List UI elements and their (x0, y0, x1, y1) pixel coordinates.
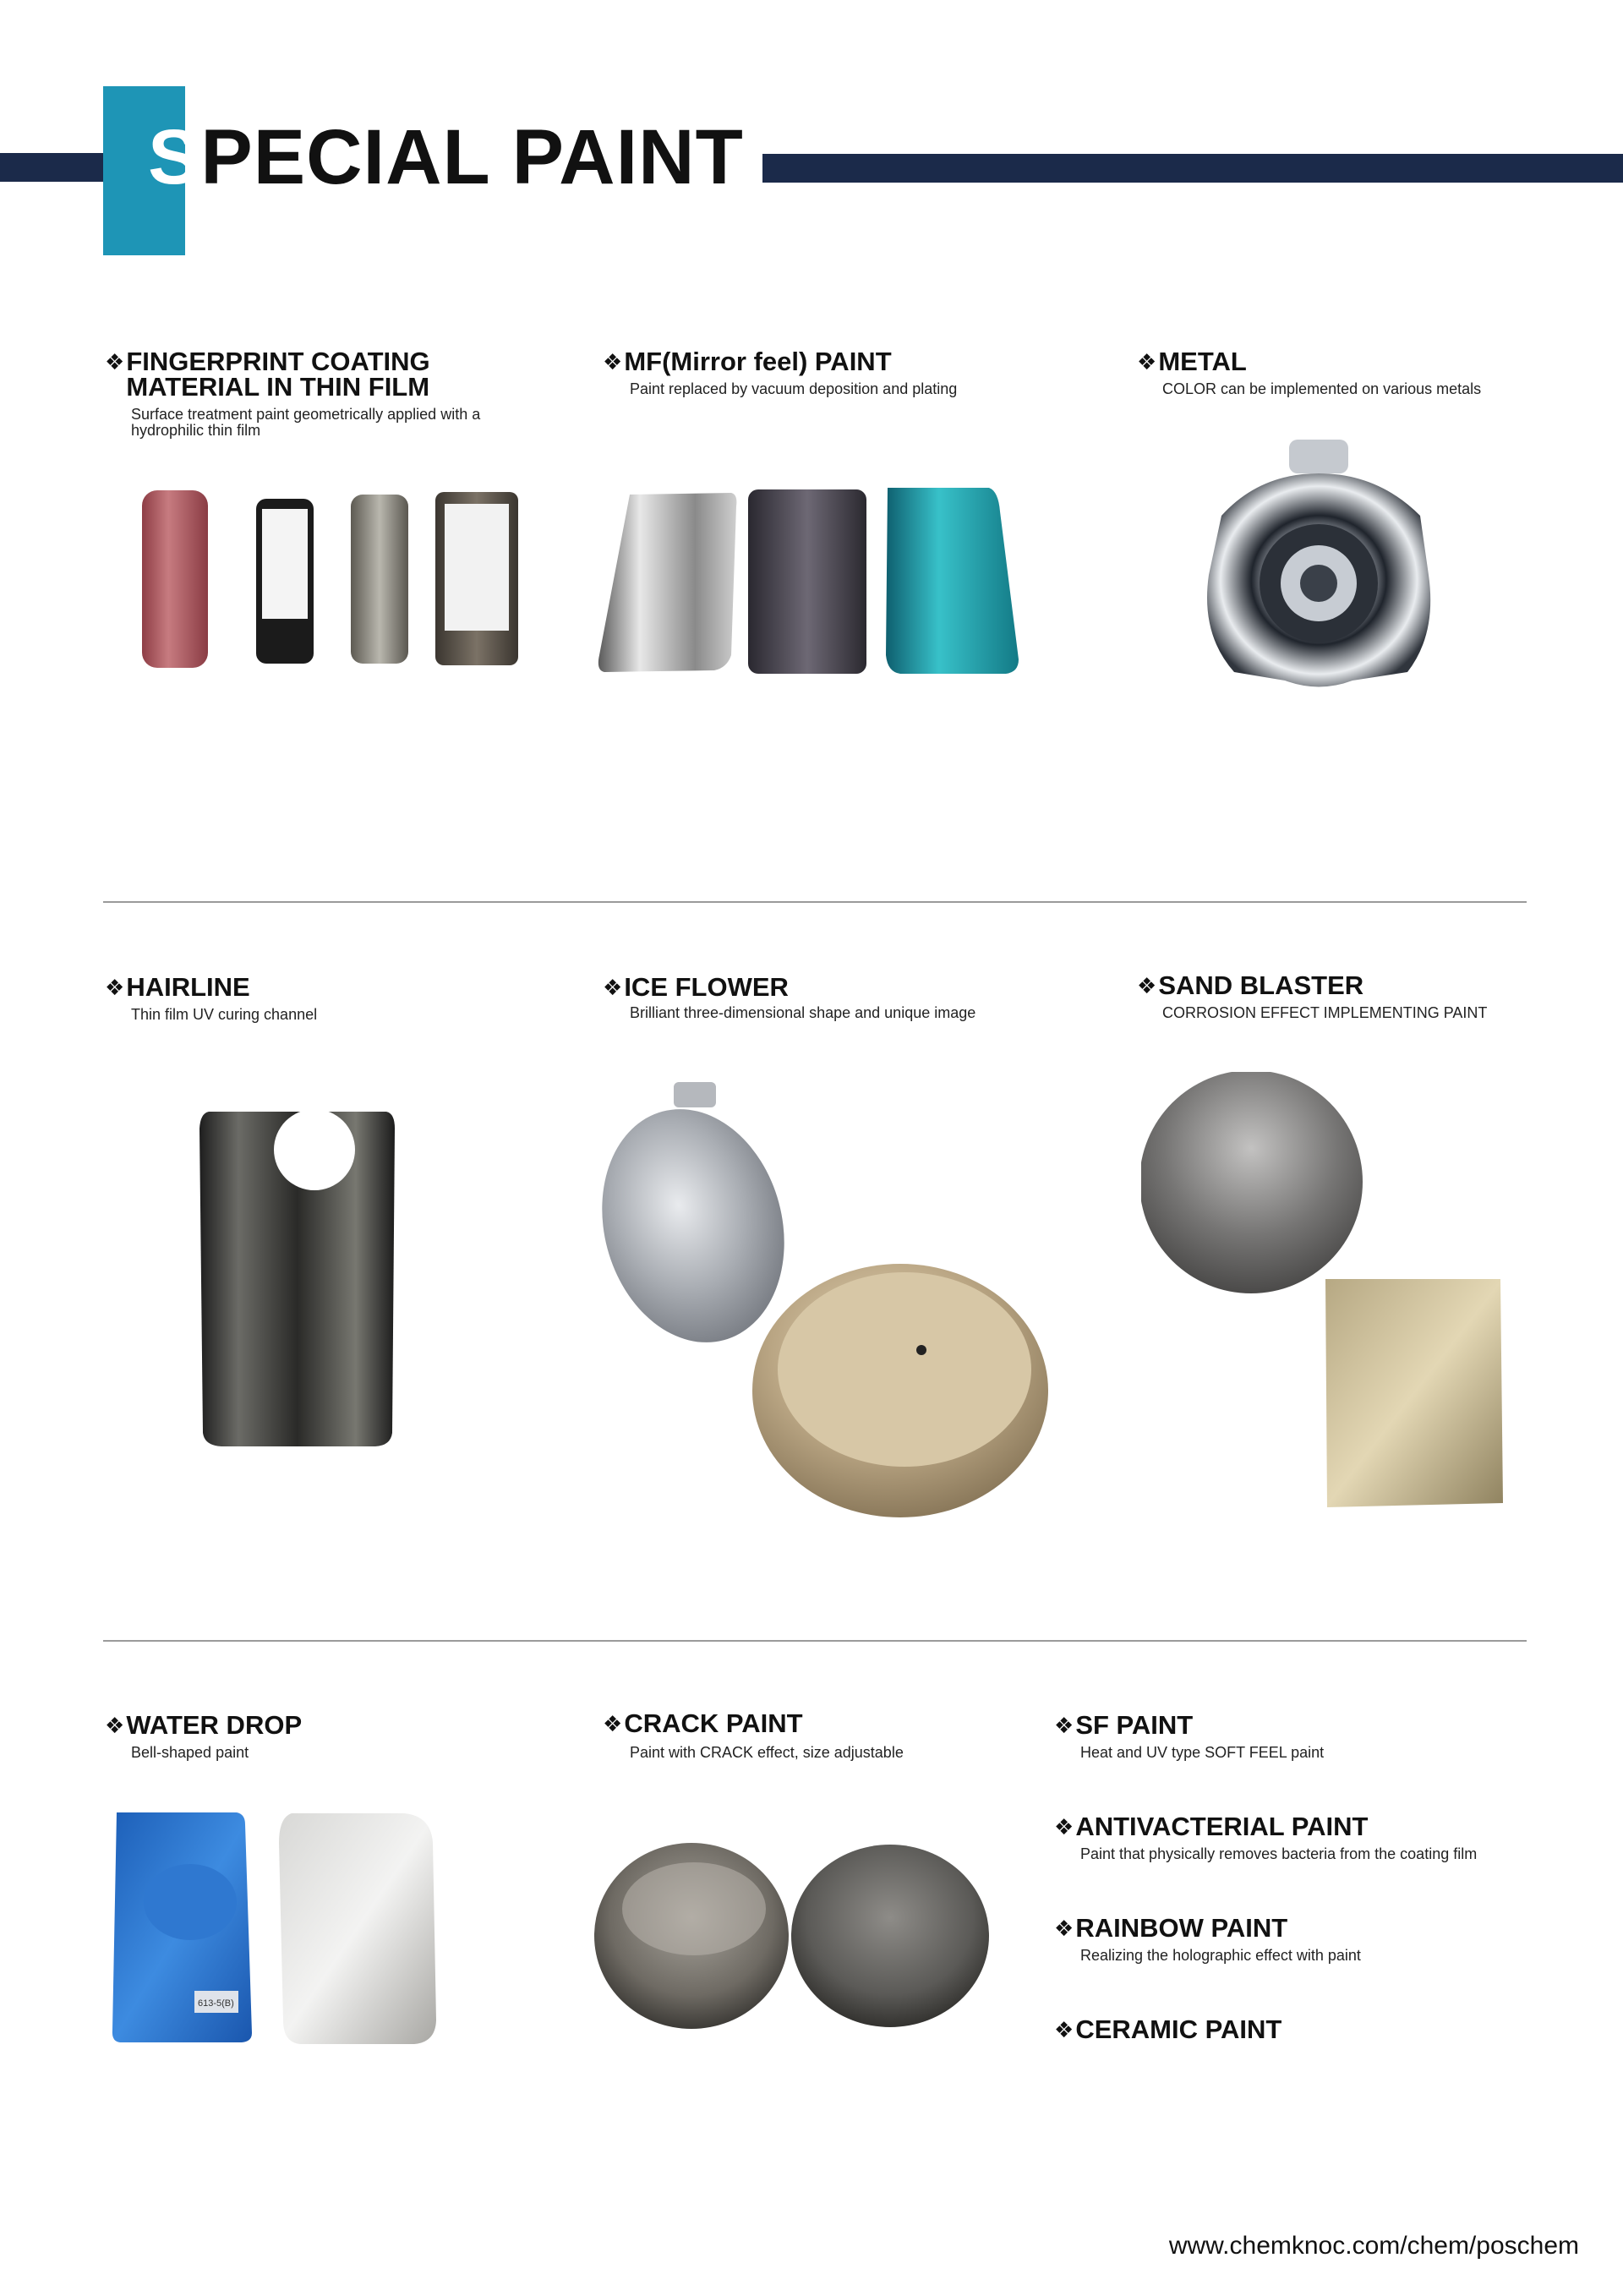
page-title-rest: PECIAL PAINT (200, 114, 744, 200)
section-desc-sand-blaster: CORROSION EFFECT IMPLEMENTING PAINT (1162, 1004, 1488, 1021)
diamond-bullet-icon: ❖ (1054, 2017, 1074, 2042)
section-desc-fingerprint: Surface treatment paint geometrically applied with a hydrophilic thin film (131, 406, 481, 439)
section-title-hairline: ❖ HAIRLINE (105, 972, 250, 1002)
section-title-ice-flower: ❖ ICE FLOWER (603, 972, 789, 1002)
sample-label: 613-5(B) (198, 1998, 234, 2009)
section-desc-water-drop: Bell-shaped paint (131, 1744, 249, 1761)
section-title-crack: ❖ CRACK PAINT (603, 1708, 803, 1738)
diamond-bullet-icon: ❖ (1054, 1916, 1074, 1941)
section-desc-metal: COLOR can be implemented on various metals (1162, 380, 1482, 397)
section-desc-ice-flower: Brilliant three-dimensional shape and unique image (630, 1004, 976, 1021)
diamond-bullet-icon: ❖ (105, 349, 125, 374)
section-desc-sf: Heat and UV type SOFT FEEL paint (1080, 1744, 1325, 1761)
metal-part-image (1183, 440, 1454, 693)
section-title-rainbow: ❖ RAINBOW PAINT (1054, 1913, 1288, 1943)
page-title (148, 114, 744, 200)
mf-phones-image (596, 486, 1027, 676)
section-title-water-drop: ❖ WATER DROP (105, 1710, 303, 1740)
section-divider (103, 1640, 1527, 1642)
section-title-ceramic: ❖ CERAMIC PAINT (1054, 2014, 1282, 2044)
diamond-bullet-icon: ❖ (1137, 349, 1157, 374)
diamond-bullet-icon: ❖ (603, 349, 623, 374)
diamond-bullet-icon: ❖ (1137, 973, 1157, 998)
section-desc-antivacterial: Paint that physically removes bacteria from the coating film (1080, 1845, 1478, 1862)
fingerprint-phones-image (135, 482, 524, 672)
section-desc-mf: Paint replaced by vacuum deposition and plating (630, 380, 958, 397)
sand-blaster-products-image (1141, 1072, 1513, 1512)
section-desc-crack: Paint with CRACK effect, size adjustable (630, 1744, 904, 1761)
diamond-bullet-icon: ❖ (105, 1713, 125, 1738)
diamond-bullet-icon: ❖ (603, 975, 623, 1000)
diamond-bullet-icon: ❖ (603, 1711, 623, 1736)
diamond-bullet-icon: ❖ (105, 975, 125, 1000)
section-title-fingerprint: ❖ FINGERPRINT COATING MATERIAL IN THIN FILM (105, 347, 430, 402)
section-desc-rainbow: Realizing the holographic effect with paint (1080, 1947, 1361, 1964)
hairline-cover-image (196, 1103, 399, 1450)
diamond-bullet-icon: ❖ (1054, 1814, 1074, 1840)
diamond-bullet-icon: ❖ (1054, 1713, 1074, 1738)
section-title-metal: ❖ METAL (1137, 347, 1247, 376)
section-title-sf: ❖ SF PAINT (1054, 1710, 1194, 1740)
section-title-antivacterial: ❖ ANTIVACTERIAL PAINT (1054, 1812, 1369, 1841)
section-title-mf: ❖ MF(Mirror feel) PAINT (603, 347, 892, 376)
header-line-left (0, 153, 114, 182)
section-desc-hairline: Thin film UV curing channel (131, 1006, 318, 1023)
footer-url: www.chemknoc.com/chem/poschem (1168, 2232, 1579, 2260)
header-line-right (762, 154, 1623, 183)
crack-paint-samples-image (590, 1841, 996, 2044)
section-title-sand-blaster: ❖ SAND BLASTER (1137, 970, 1364, 1000)
water-drop-samples-image (110, 1809, 448, 2046)
ice-flower-products-image (596, 1078, 1069, 1526)
page-title-initial: S (148, 114, 201, 200)
section-divider (103, 901, 1527, 903)
